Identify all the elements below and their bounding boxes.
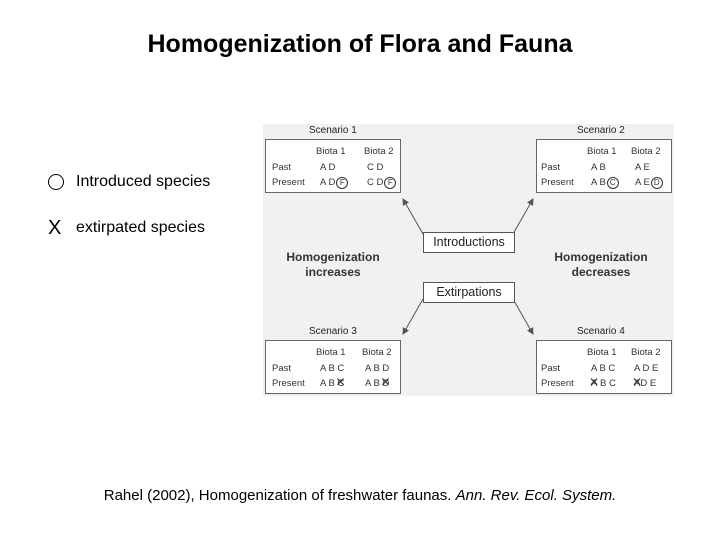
present-label: Present [541,378,574,389]
biota2-header: Biota 2 [364,146,394,157]
arrow-to-scenario-1 [403,199,423,234]
biota2-header: Biota 2 [631,146,661,157]
s3-past-b2: A B D [365,363,390,374]
legend-extirpated-label: extirpated species [76,219,205,236]
introduced-species-mark: C [607,177,619,189]
scenario-3-box [265,340,401,394]
s3-present-b1: A B C ✕ [320,378,344,389]
introduced-species-mark: D [651,177,663,189]
biota1-header: Biota 1 [316,146,346,157]
s2-present-b1: A B C [591,177,619,189]
extirpations-box: Extirpations [423,282,515,303]
scenario-1-box [265,139,401,193]
biota2-header: Biota 2 [362,347,392,358]
past-label: Past [272,363,292,374]
arrow-to-scenario-4 [513,299,533,334]
legend-introduced-label: Introduced species [76,173,211,190]
slide-title: Homogenization of Flora and Fauna [147,30,573,58]
legend-introduced [48,173,210,191]
arrow-to-scenario-2 [513,199,533,234]
biota1-header: Biota 1 [587,347,617,358]
s1-past-b2: C D [367,162,384,173]
introductions-box: Introductions [423,232,515,253]
s1-past-b1: A D [320,162,336,173]
s2-present-b2: A E D [635,177,663,189]
introduced-species-mark: F [336,177,348,189]
biota1-header: Biota 1 [587,146,617,157]
x-symbol: X [48,217,62,239]
s2-past-b2: A E [635,162,650,173]
s1-present-b2: C D F [367,177,396,189]
legend-extirpated [48,219,205,237]
scenario-2-box [536,139,672,193]
past-label: Past [541,363,561,374]
biota2-header: Biota 2 [631,347,661,358]
scenario-4-box [536,340,672,394]
scenario-3-title: Scenario 3 [309,326,357,337]
citation [0,487,720,504]
past-label: Past [272,162,292,173]
arrow-to-scenario-3 [403,299,423,334]
s3-present-b2: A B D ✕ [365,378,389,389]
s3-past-b1: A B C [320,363,345,374]
s2-past-b1: A B [591,162,606,173]
extirpated-species-mark: C ✕ [337,378,344,389]
scenario-4-title: Scenario 4 [577,326,625,337]
citation-journal: Ann. Rev. Ecol. System. [455,487,617,504]
circle-icon [48,174,64,190]
s4-past-b1: A B C [591,363,616,374]
extirpated-species-mark: D ✕ [382,378,389,389]
extirpated-species-mark: A ✕ [591,378,597,389]
homogenization-increases-label: Homogenization increases [286,250,380,279]
s4-present-b2: A ✕D E [634,378,656,389]
scenario-2-title: Scenario 2 [577,125,625,136]
extirpated-species-mark: A ✕ [634,378,640,389]
introduced-species-mark: F [384,177,396,189]
present-label: Present [272,378,305,389]
biota1-header: Biota 1 [316,347,346,358]
scenario-1-title: Scenario 1 [309,125,357,136]
homogenization-diagram [263,124,674,396]
homogenization-decreases-label: Homogenization decreases [554,250,648,279]
s1-present-b1: A D F [320,177,348,189]
present-label: Present [541,177,574,188]
citation-text: Rahel (2002), Homogenization of freshwater faunas. [103,487,456,504]
s4-present-b1: A ✕ B C [591,378,616,389]
s4-past-b2: A D E [634,363,659,374]
past-label: Past [541,162,561,173]
present-label: Present [272,177,305,188]
